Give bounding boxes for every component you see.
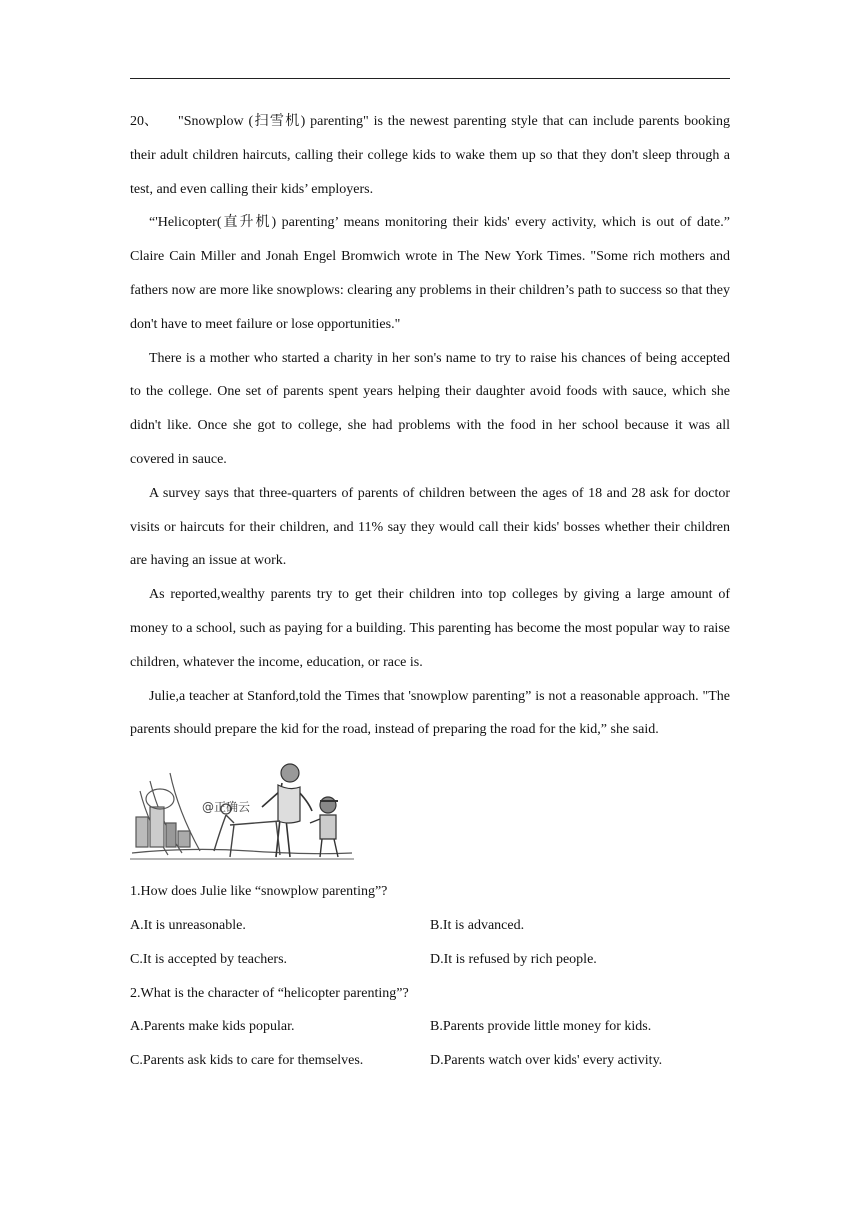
option-d: D.It is refused by rich people. bbox=[430, 951, 597, 967]
question-2 bbox=[130, 977, 730, 1078]
options-row bbox=[130, 1010, 730, 1044]
question-number: 20、 bbox=[130, 114, 158, 129]
option-b: B.Parents provide little money for kids. bbox=[430, 1019, 652, 1035]
question-stem: 1.How does Julie like “snowplow parenting”? bbox=[130, 884, 388, 900]
options-row bbox=[130, 909, 730, 943]
passage-paragraph-3: There is a mother who started a charity in her son's name to try to raise his chances of being accepted to the college. One set of parents spent years helping their daughter avoid foods with sauce, which she didn't like. Once she got to college, she had problems with the food in her school because it was all covered in sauce. bbox=[130, 350, 730, 467]
question-1 bbox=[130, 875, 730, 976]
passage-paragraph-4: A survey says that three-quarters of parents of children between the ages of 18 and 28 ask for doctor visits or haircuts for their children, and 11% say they would call their kids' bosses whether their children are having an issue at work. bbox=[130, 485, 730, 569]
question-stem: 2.What is the character of “helicopter parenting”? bbox=[130, 985, 409, 1001]
options-row bbox=[130, 943, 730, 977]
document-body bbox=[130, 105, 730, 1078]
option-a: A.Parents make kids popular. bbox=[130, 1019, 295, 1035]
passage-paragraph-6: Julie,a teacher at Stanford,told the Times that 'snowplow parenting” is not a reasonable approach. "The parents should prepare the kid for the road, instead of preparing the road for the kid,” she said. bbox=[130, 688, 730, 738]
option-a: A.It is unreasonable. bbox=[130, 917, 246, 933]
watermark-text: @正确云 bbox=[202, 800, 251, 815]
option-d: D.Parents watch over kids' every activity. bbox=[430, 1053, 663, 1069]
passage-paragraph-5: As reported,wealthy parents try to get their children into top colleges by giving a large amount of money to a school, such as paying for a building. This parenting has become the most popular way to raise children, whatever the income, education, or race is. bbox=[130, 587, 730, 670]
header-rule bbox=[130, 78, 730, 79]
option-b: B.It is advanced. bbox=[430, 917, 525, 933]
passage-paragraph-2: “'Helicopter(直升机) parenting’ means monitoring their kids' every activity, which is out of date.” Claire Cain Miller and Jonah Engel Bromwich wrote in The New York Times. "Some rich mothers and fathers now are more like snowplows: clearing any problems in their children’s path to success so that they don't have to meet failure or lose opportunities." bbox=[130, 215, 730, 332]
passage-paragraph-1 bbox=[130, 105, 730, 206]
cartoon-illustration bbox=[130, 761, 354, 865]
options-row bbox=[130, 1044, 730, 1078]
paragraph-text: "Snowplow (扫雪机) parenting" is the newest parenting style that can include parents booking their adult children haircuts, calling their college kids to wake them up so that they don't sleep through a test, and even calling their kids’ employers. bbox=[130, 114, 730, 197]
option-c: C.Parents ask kids to care for themselves. bbox=[130, 1053, 364, 1069]
option-c: C.It is accepted by teachers. bbox=[130, 951, 288, 967]
